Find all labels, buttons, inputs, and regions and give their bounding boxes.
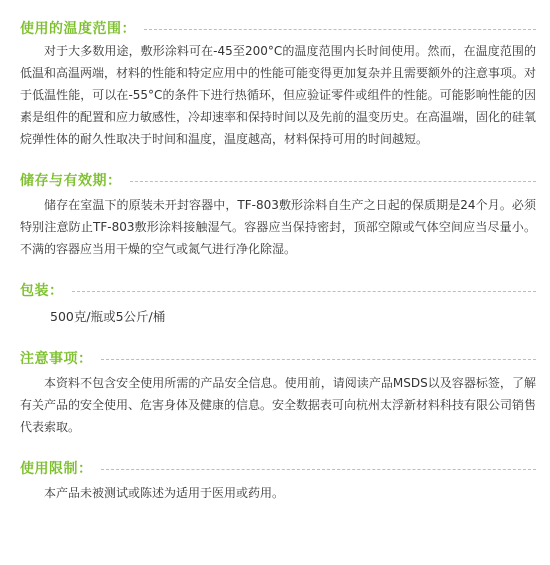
- section-storage-shelf-life: [20, 170, 536, 260]
- section-body: 储存在室温下的原装未开封容器中，TF-803敷形涂料自生产之日起的保质期是24个月。必须特别注意防止TF-803敷形涂料接触湿气。容器应当保持密封，顶部空隙或气体空间应当尽量小。不满的容器应当用干燥的空气或氮气进行净化除湿。: [20, 198, 536, 256]
- dashed-divider: [101, 359, 537, 360]
- dashed-divider: [101, 469, 537, 470]
- section-body: 对于大多数用途，敷形涂料可在-45至200°C的温度范围内长时间使用。然而，在温度范围的低温和高温两端，材料的性能和特定应用中的性能可能变得更加复杂并且需要额外的注意事项。对于低温性能，可以在-55°C的条件下进行热循环，但应验证零件或组件的性能。可能影响性能的因素是组件的配置和应力敏感性，冷却速率和保持时间以及先前的温变历史。在高温端，固化的硅氧烷弹性体的耐久性取决于时间和温度，温度越高，材料保持可用的时间越短。: [20, 44, 537, 146]
- section-packaging: [20, 280, 536, 328]
- section-usage-limitations: [20, 458, 536, 504]
- dashed-divider: [144, 29, 536, 30]
- heading-row: [20, 348, 536, 368]
- section-body: 本产品未被测试或陈述为适用于医用或药用。: [44, 486, 285, 500]
- section-temperature-range: [20, 18, 536, 150]
- heading-row: [20, 170, 536, 190]
- dashed-divider: [72, 291, 537, 292]
- section-precautions: [20, 348, 536, 438]
- section-body: 500克/瓶或5公斤/桶: [50, 309, 166, 324]
- section-heading: 使用的温度范围：: [20, 21, 136, 37]
- section-body: 本资料不包含安全使用所需的产品安全信息。使用前，请阅读产品MSDS以及容器标签，了解有关产品的安全使用、危害身体及健康的信息。安全数据表可向杭州太浮新材料科技有限公司销售代表索取。: [20, 376, 537, 434]
- section-heading: 注意事项：: [20, 351, 93, 367]
- heading-row: [20, 458, 536, 478]
- dashed-divider: [130, 181, 537, 182]
- section-heading: 储存与有效期：: [20, 173, 122, 189]
- section-heading: 包装：: [20, 283, 64, 299]
- heading-row: [20, 280, 536, 300]
- section-heading: 使用限制：: [20, 461, 93, 477]
- heading-row: [20, 18, 536, 38]
